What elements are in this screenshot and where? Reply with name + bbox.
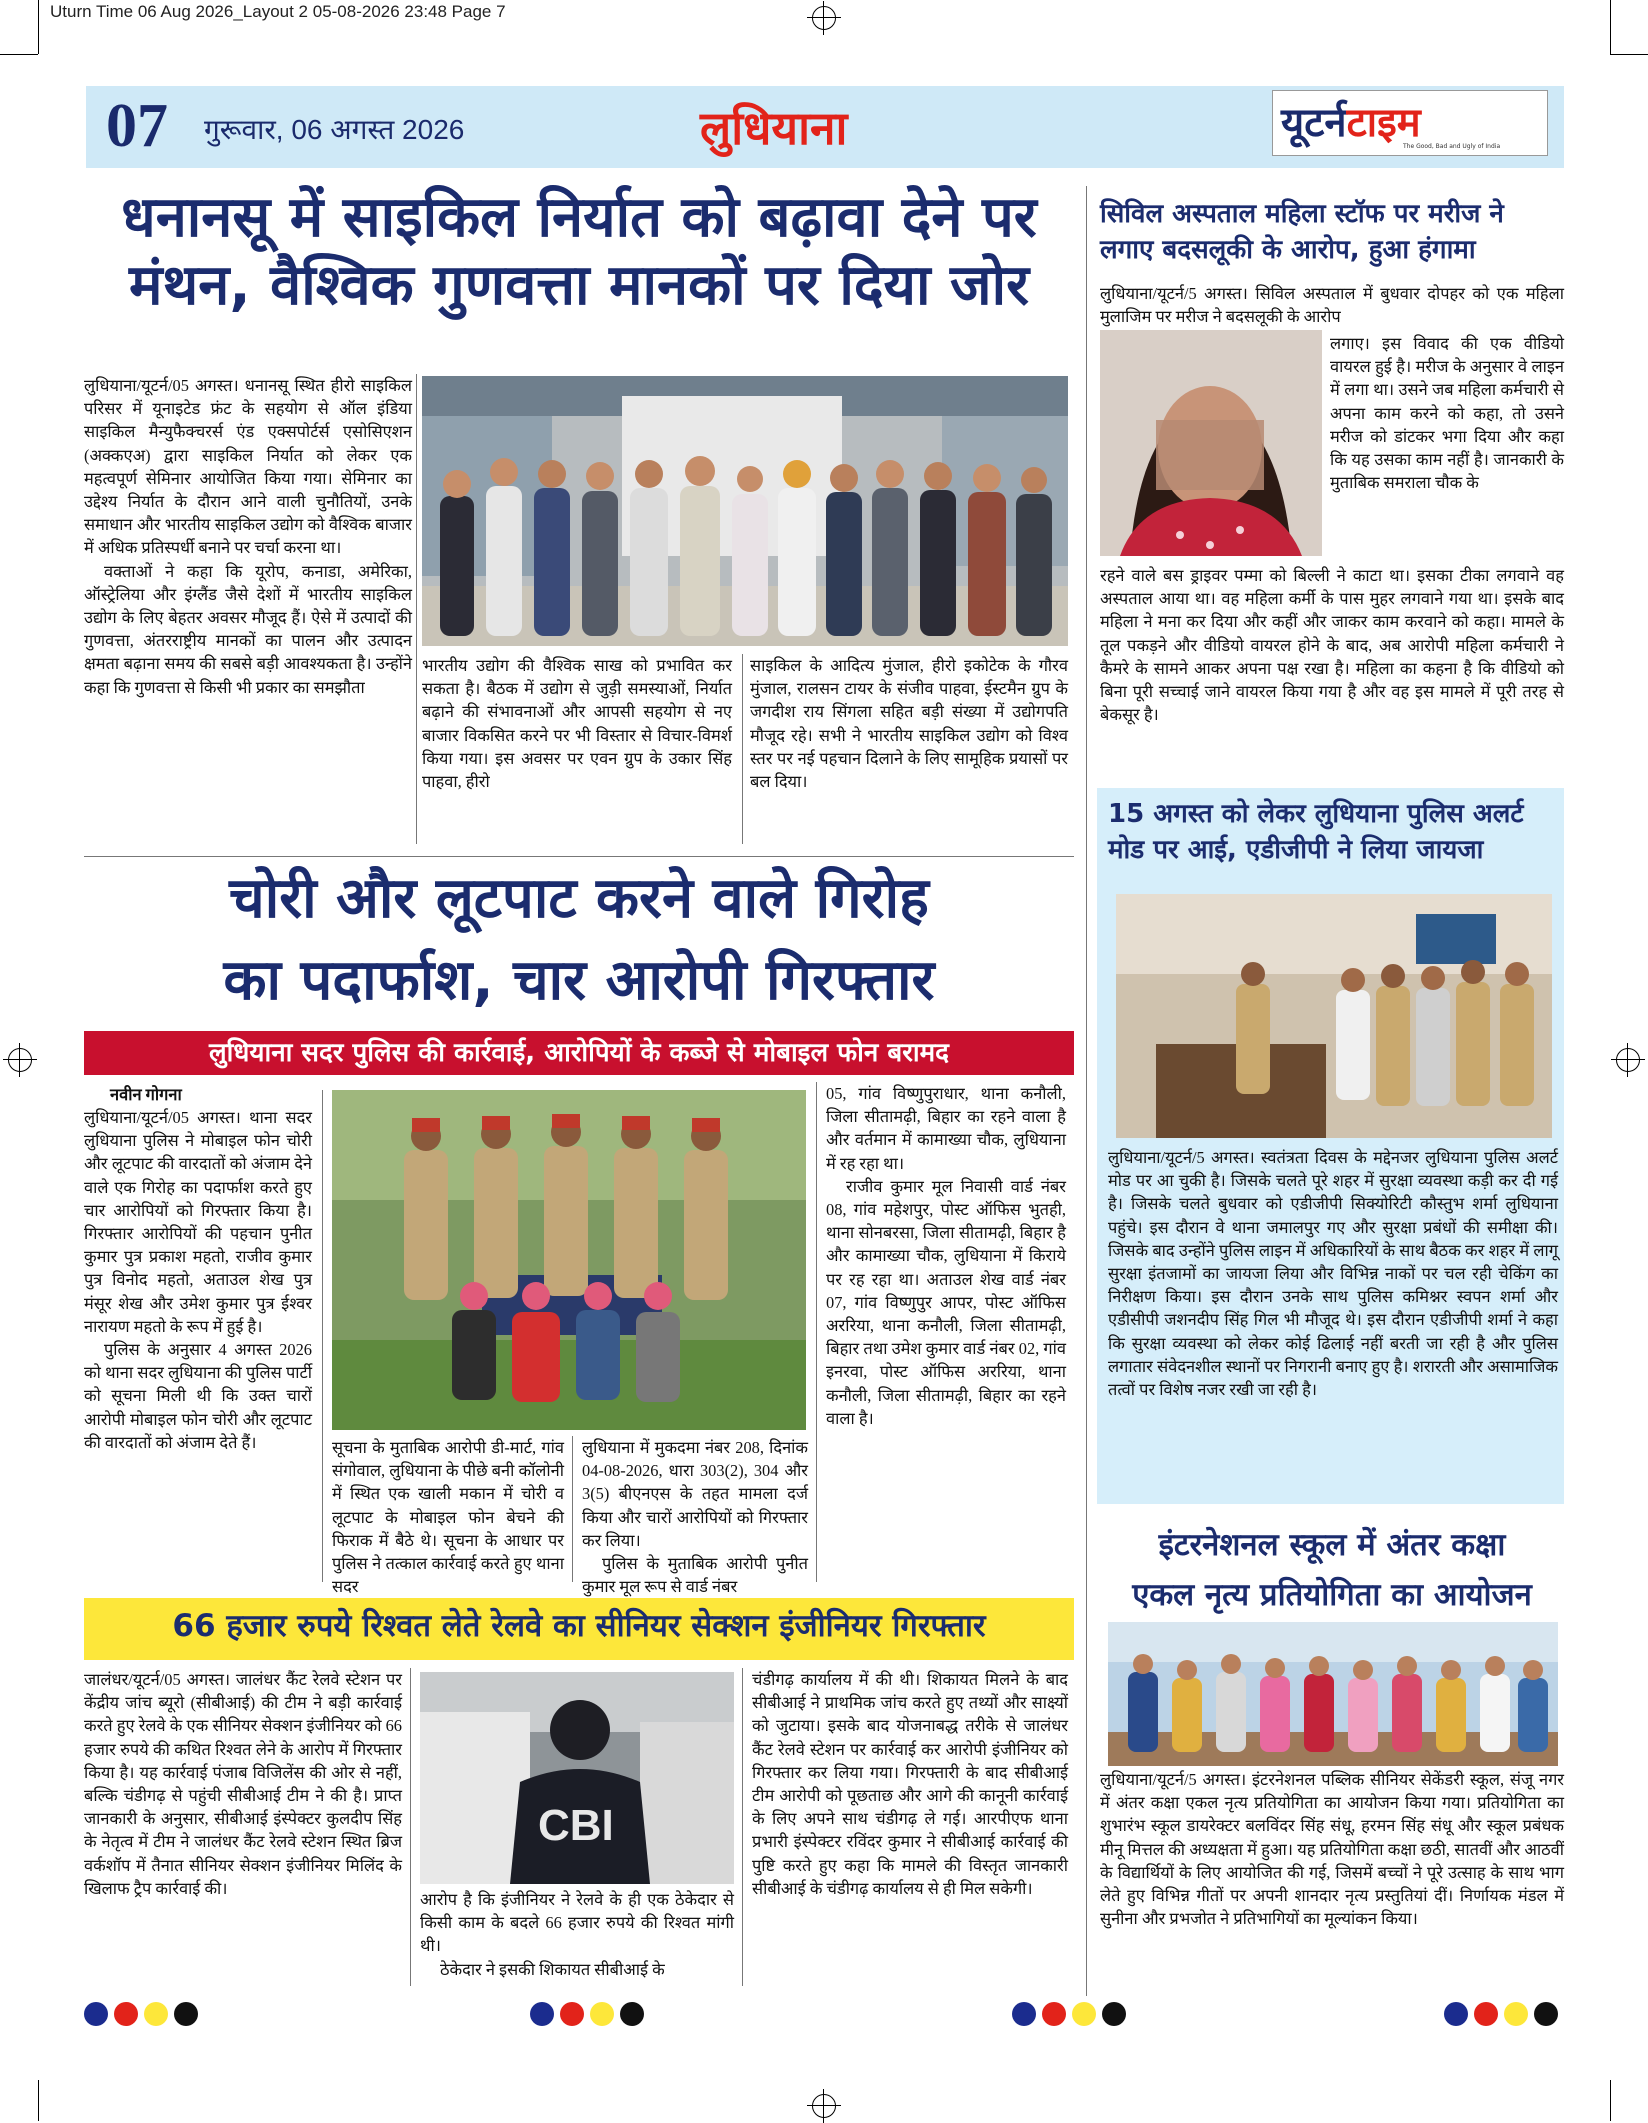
color-dot bbox=[1042, 2002, 1066, 2026]
issue-date: गुरूवार, 06 अगस्त 2026 bbox=[204, 114, 465, 145]
crop-mark bbox=[0, 54, 38, 55]
color-dot bbox=[1474, 2002, 1498, 2026]
story2-para-1: लुधियाना/यूटर्न/05 अगस्त। थाना सदर लुधियाना पुलिस ने मोबाइल फोन चोरी और लूटपाट की वारदातों को अंजाम देने वाले एक गिरोह का पदार्फाश करते हुए चार आरोपियों को गिरफ्तार किया है। गिरफ्तार आरोपियों की पहचान पुनीत कुमार पुत्र प्रकाश महतो, राजीव कुमार पुत्र विनोद महतो, अताउल शेख पुत्र मंसूर शेख और उमेश कुमार पुत्र ईश्वर नारायण महतो के रूप में हुई है। bbox=[84, 1108, 312, 1336]
column-rule bbox=[416, 374, 417, 844]
side2-headline-line2: मोड पर आई, एडीजीपी ने लिया जायजा bbox=[1108, 835, 1484, 865]
story2-column-1 bbox=[84, 1106, 312, 1586]
column-rule bbox=[816, 1082, 817, 1582]
logo-tagline: The Good, Bad and Ugly of India bbox=[1403, 143, 1501, 150]
color-dot bbox=[1504, 2002, 1528, 2026]
story3-col2-para-1: आरोप है कि इंजीनियर ने रेलवे के ही एक ठेकेदार से किसी काम के बदले 66 हजार रुपये की रिश्वत मांगी थी। bbox=[420, 1890, 734, 1956]
side1-headline-line2: लगाए बदसलूकी के आरोप, हुआ हंगामा bbox=[1100, 235, 1476, 265]
story2-subheadline: लुधियाना सदर पुलिस की कार्रवाई, आरोपियों के कब्जे से मोबाइल फोन बरामद bbox=[84, 1031, 1074, 1075]
color-bar bbox=[530, 2002, 650, 2030]
color-dot bbox=[84, 2002, 108, 2026]
story3-column-1: जालंधर/यूटर्न/05 अगस्त। जालंधर कैंट रेलवे स्टेशन पर केंद्रीय जांच ब्यूरो (सीबीआई) की टीम ने बड़ी कार्रवाई करते हुए रेलवे के एक सीनियर सेक्शन इंजीनियर को 66 हजार रुपये की कथित रिश्वत लेने के आरोप में गिरफ्तार किया है। यह कार्रवाई पंजाब विजिलेंस की ओर से नहीं, बल्कि चंडीगढ़ से पहुंची सीबीआई टीम ने की है। प्राप्त जानकारी के अनुसार, सीबीआई इंस्पेक्टर कुलदीप सिंह के नेतृत्व में टीम ने जालंधर कैंट रेलवे स्टेशन स्थित ब्रिज वर्कशॉप में तैनात सीनियर सेक्शन इंजीनियर मिलिंद के खिलाफ ट्रैप कार्रवाई की। bbox=[84, 1670, 402, 1898]
side1-headline-line1: सिविल अस्पताल महिला स्टॉफ पर मरीज ने bbox=[1100, 199, 1504, 229]
story3-column-3: चंडीगढ़ कार्यालय में की थी। शिकायत मिलने के बाद सीबीआई ने प्राथमिक जांच करते हुए तथ्यों और साक्ष्यों को जुटाया। इसके बाद योजनाबद्ध तरीके से जालंधर कैंट रेलवे स्टेशन पर कार्रवाई कर आरोपी इंजीनियर को गिरफ्तार कर लिया गया। गिरफ्तारी के बाद सीबीआई टीम आरोपी को पूछताछ और आगे की कानूनी कार्रवाई के लिए अपने साथ चंडीगढ़ ले गई। आरपीएफ थाना प्रभारी इंस्पेक्टर रविंदर कुमार ने सीबीआई कार्रवाई की पुष्टि करते हुए कहा कि मामले की विस्तृत जानकारी सीबीआई के चंडीगढ़ कार्यालय से ही मिल सकेगी। bbox=[752, 1670, 1068, 1898]
side2-body: लुधियाना/यूटर्न/5 अगस्त। स्वतंत्रता दिवस के मद्देनजर लुधियाना पुलिस अलर्ट मोड पर आ चुकी है। जिसके चलते पूरे शहर में सुरक्षा व्यवस्था कड़ी कर दी गई है। जिसके चलते बुधवार को एडीजीपी सिक्योरिटी कौस्तुभ शर्मा लुधियाना पहुंचे। इस दौरान वे थाना जमालपुर गए और सुरक्षा प्रबंधों की समीक्षा की। जिसके बाद उन्होंने पुलिस लाइन में अधिकारियों के साथ बैठक कर शहर में लागू सुरक्षा इंतजामों का जायजा लिया और विभिन्न नाकों पर चल रही चेकिंग का निरीक्षण किया। इस दौरान उनके साथ पुलिस कमिश्नर स्वपन शर्मा और एडीसीपी जशनदीप सिंह गिल भी मौजूद थे। इस दौरान एडीजीपी शर्मा ने कहा कि सुरक्षा व्यवस्था को लेकर कोई ढिलाई नहीं बरती जा रही है और पुलिस लगातार संवेदनशील स्थानों पर निगरानी बनाए हुए है। शरारती और असामाजिक तत्वों पर विशेष नजर रखी जा रही है। bbox=[1108, 1148, 1558, 1400]
side1-beside-photo: लगाए। इस विवाद की एक वीडियो वायरल हुई है। मरीज के अनुसार वे लाइन में लगा था। उसने जब महिला कर्मचारी से अपना काम करने को कहा, तो उसने मरीज को डांटकर भगा दिया और कहा कि यह उसका काम नहीं है। जानकारी के मुताबिक समराला चौक के bbox=[1330, 334, 1564, 493]
registration-mark-icon bbox=[8, 1048, 32, 1072]
color-bar bbox=[84, 2002, 204, 2030]
color-dot bbox=[530, 2002, 554, 2026]
column-rule bbox=[572, 1436, 573, 1582]
story1-column-1 bbox=[84, 374, 412, 852]
story3-col2-para-2: ठेकेदार ने इसकी शिकायत सीबीआई के bbox=[440, 1959, 665, 1979]
registration-mark-icon bbox=[812, 6, 836, 30]
story3-headline: 66 हजार रुपये रिश्वत लेते रेलवे का सीनियर सेक्शन इंजीनियर गिरफ्तार bbox=[172, 1608, 986, 1644]
story2-col3-para-1: लुधियाना में मुकदमा नंबर 208, दिनांक 04-08-2026, धारा 303(2), 304 और 3(5) बीएनएस के तहत मामला दर्ज किया और चारों आरोपियों को गिरफ्तार कर लिया। bbox=[582, 1438, 808, 1550]
story3-column-2 bbox=[420, 1888, 734, 1988]
section-city: लुधियाना bbox=[700, 101, 848, 155]
story2-col4-para-2: राजीव कुमार मूल निवासी वार्ड नंबर 08, गांव महेशपुर, पोस्ट ऑफिस भुतही, थाना सोनबरसा, जिला सीतामढ़ी, बिहार है और कामाख्या चौक, लुधियाना में किराये पर रह रहा था। अताउल शेख वार्ड नंबर 07, गांव विष्णुपुर आपर, पोस्ट ऑफिस अररिया, थाना कनौली, जिला सीतामढ़ी, बिहार तथा उमेश कुमार वार्ड नंबर 02, गांव इनरवा, पोस्ट ऑफिस अररिया, थाना कनौली, जिला सीतामढ़ी, बिहार का रहने वाला है। bbox=[826, 1176, 1066, 1428]
crop-mark bbox=[1610, 0, 1611, 54]
story2-column-4 bbox=[826, 1082, 1066, 1586]
story2-col3-para-2: पुलिस के मुताबिक आरोपी पुनीत कुमार मूल रूप से वार्ड नंबर bbox=[582, 1554, 808, 1597]
side3-photo bbox=[1108, 1622, 1558, 1766]
story1-para-1: लुधियाना/यूटर्न/05 अगस्त। धनानसू स्थित हीरो साइकिल परिसर में यूनाइटेड फ्रंट के सहयोग से ऑल इंडिया साइकिल मैन्युफैक्चरर्स एंड एक्सपोर्टर्स एसोसिएशन (अक्कएअ) द्वारा साइकिल निर्यात को लेकर एक महत्वपूर्ण सेमिनार आयोजित किया गया। सेमिनार का उद्देश्य निर्यात के दौरान आने वाली चुनौतियों, उनके समाधान और भारतीय साइकिल उद्योग को वैश्विक बाजार में अधिक प्रतिस्पर्धी बनाने पर चर्चा करना था। bbox=[84, 376, 412, 558]
crop-mark bbox=[1610, 54, 1648, 55]
story2-para-2: पुलिस के अनुसार 4 अगस्त 2026 को थाना सदर लुधियाना की पुलिस पार्टी को सूचना मिली थी कि उक्त चारों आरोपी मोबाइल फोन चोरी और लूटपाट की वारदातों को अंजाम देते हैं। bbox=[84, 1340, 312, 1452]
side3-headline-line1: इंटरनेशनल स्कूल में अंतर कक्षा bbox=[1158, 1527, 1506, 1563]
crop-mark bbox=[38, 0, 39, 54]
registration-mark-icon bbox=[812, 2094, 836, 2118]
story3-photo bbox=[420, 1672, 734, 1884]
crop-mark bbox=[1610, 2080, 1611, 2121]
story1-headline-line2: मंथन, वैश्विक गुणवत्ता मानकों पर दिया जोर bbox=[128, 253, 1030, 319]
story2-column-2: सूचना के मुताबिक आरोपी डी-मार्ट, गांव संगोवाल, लुधियाना के पीछे बनी कॉलोनी में स्थित एक खाली मकान में चोरी व लूटपाट के मोबाइल फोन बेचने की फिराक में बैठे थे। सूचना के आधार पर पुलिस ने तत्काल कार्रवाई करते हुए थाना सदर bbox=[332, 1438, 565, 1597]
story2-col4-para-1: 05, गांव विष्णुपुराधार, थाना कनौली, जिला सीतामढ़ी, बिहार का रहने वाला है और वर्तमान में कामाख्या चौक, लुधियाना में रह रहा था। bbox=[826, 1084, 1066, 1173]
story1-para-2: वक्ताओं ने कहा कि यूरोप, कनाडा, अमेरिका, ऑस्ट्रेलिया और इंग्लैंड जैसे देशों में भारतीय साइकिल उद्योग के लिए बेहतर अवसर मौजूद हैं। ऐसे में उत्पादों की गुणवत्ता, अंतरराष्ट्रीय मानकों का पालन और उत्पादन क्षमता बढ़ाना समय की सबसे बड़ी आवश्यकता है। उन्होंने कहा कि गुणवत्ता से किसी भी प्रकार का समझौता bbox=[84, 561, 412, 697]
side3-body: लुधियाना/यूटर्न/5 अगस्त। इंटरनेशनल पब्लिक सीनियर सेकेंडरी स्कूल, संजू नगर में अंतर कक्षा एकल नृत्य प्रतियोगिता का आयोजन किया गया। प्रतियोगिता का शुभारंभ स्कूल डायरेक्टर बलविंदर सिंह संधू, हरमन सिंह संधू और स्कूल प्रबंधक मीनू मित्तल की अध्यक्षता में हुआ। यह प्रतियोगिता कक्षा छठी, सातवीं और आठवीं के विद्यार्थियों के लिए आयोजित की गई, जिसमें बच्चों ने पूरे उत्साह के साथ भाग लेते हुए विभिन्न गीतों पर अपनी शानदार नृत्य प्रस्तुतियां दीं। निर्णायक मंडल में सुनीना और प्रभजोत ने प्रतिभागियों का मूल्यांकन किया। bbox=[1100, 1770, 1564, 1929]
print-slug: Uturn Time 06 Aug 2026_Layout 2 05-08-2026 23:48 Page 7 bbox=[50, 2, 506, 21]
color-dot bbox=[144, 2002, 168, 2026]
logo-word-1: यूटर्न bbox=[1281, 100, 1347, 146]
story2-headline-line1: चोरी और लूटपाट करने वाले गिरोह bbox=[229, 866, 929, 931]
column-rule bbox=[322, 1090, 323, 1582]
color-bar bbox=[1444, 2002, 1564, 2030]
story2-byline: नवीन गोगना bbox=[110, 1085, 182, 1104]
story1-headline bbox=[84, 184, 1074, 321]
cbi-jacket-text: CBI bbox=[538, 1801, 614, 1850]
story2-headline-line2: का पदार्फाश, चार आरोपी गिरफ्तार bbox=[223, 948, 935, 1013]
side2-headline bbox=[1108, 796, 1558, 868]
column-rule bbox=[410, 1668, 411, 1986]
column-rule bbox=[742, 654, 743, 844]
masthead-logo bbox=[1272, 90, 1548, 156]
story1-photo bbox=[422, 376, 1068, 646]
story2-column-3 bbox=[582, 1436, 808, 1597]
color-bar bbox=[1012, 2002, 1132, 2030]
color-dot bbox=[1102, 2002, 1126, 2026]
color-dot bbox=[174, 2002, 198, 2026]
sidebar-rule bbox=[1086, 186, 1087, 1996]
side2-headline-line1: 15 अगस्त को लेकर लुधियाना पुलिस अलर्ट bbox=[1108, 799, 1524, 829]
page-number: 07 bbox=[106, 92, 168, 160]
side2-photo bbox=[1116, 894, 1552, 1138]
color-dot bbox=[1072, 2002, 1096, 2026]
crop-mark bbox=[38, 2080, 39, 2121]
color-dot bbox=[590, 2002, 614, 2026]
color-dot bbox=[1534, 2002, 1558, 2026]
story1-headline-line1: धनानसू में साइकिल निर्यात को बढ़ावा देने पर bbox=[121, 185, 1037, 250]
side1-headline bbox=[1100, 196, 1564, 268]
color-dot bbox=[620, 2002, 644, 2026]
logo-word-2: टाइम bbox=[1346, 100, 1421, 146]
side1-intro: लुधियाना/यूटर्न/5 अगस्त। सिविल अस्पताल में बुधवार दोपहर को एक महिला मुलाजिम पर मरीज ने बदसलूकी के आरोप bbox=[1100, 284, 1564, 327]
side1-body: रहने वाले बस ड्राइवर पम्मा को बिल्ली ने काटा था। इसका टीका लगवाने वह अस्पताल आया था। वह महिला कर्मी के पास मुहर लगवाने गया था। इसके बाद महिला ने मना कर दिया और कहीं और जाकर काम करवाने को कहा। मामले के तूल पकड़ने और वीडियो वायरल होने के बाद, अब आरोपी महिला कर्मचारी ने कैमरे के सामने आकर अपना पक्ष रखा है। महिला का कहना है कि वीडियो को बिना पूरी सच्चाई जाने वायरल किया गया है और वह इस मामले में पूरी तरह से बेकसूर है। bbox=[1100, 566, 1564, 725]
story1-column-2: भारतीय उद्योग की वैश्विक साख को प्रभावित कर सकता है। बैठक में उद्योग से जुड़ी समस्याओं, निर्यात बढ़ाने की संभावनाओं और आपसी सहयोग से नए बाजार विकसित करने पर भी विस्तार से विचार-विमर्श किया गया। इस अवसर पर एवन ग्रुप के उकार सिंह पाहवा, हीरो bbox=[422, 656, 732, 792]
column-rule bbox=[742, 1668, 743, 1986]
story2-headline bbox=[84, 858, 1074, 1022]
story1-column-3: साइकिल के आदित्य मुंजाल, हीरो इकोटेक के गौरव मुंजाल, रालसन टायर के संजीव पाहवा, ईस्टमैन ग्रुप के जगदीश राय सिंगला सहित बड़ी संख्या में उद्योगपति मौजूद रहे। सभी ने भारतीय साइकिल उद्योग को विश्व स्तर पर नई पहचान दिलाने के लिए सामूहिक प्रयासों पर बल दिया। bbox=[750, 656, 1068, 792]
color-dot bbox=[1012, 2002, 1036, 2026]
side1-photo bbox=[1100, 330, 1322, 556]
color-dot bbox=[560, 2002, 584, 2026]
registration-mark-icon bbox=[1616, 1048, 1640, 1072]
story2-photo bbox=[332, 1090, 806, 1430]
color-dot bbox=[114, 2002, 138, 2026]
side3-headline bbox=[1100, 1520, 1564, 1620]
side3-headline-line2: एकल नृत्य प्रतियोगिता का आयोजन bbox=[1132, 1577, 1532, 1613]
story-divider bbox=[84, 856, 1074, 857]
color-dot bbox=[1444, 2002, 1468, 2026]
